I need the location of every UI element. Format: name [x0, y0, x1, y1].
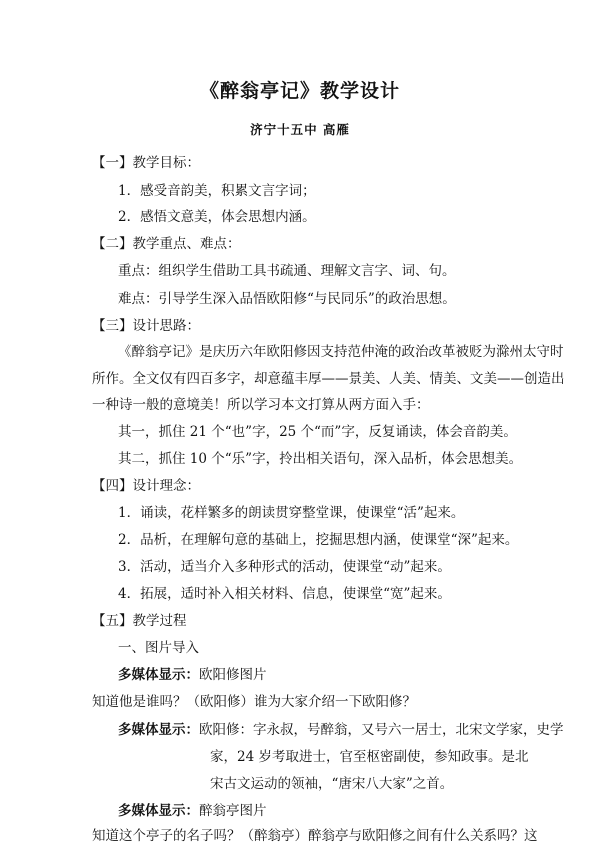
- multimedia-line: [118, 665, 267, 685]
- multimedia-label: 多媒体显示：: [118, 667, 199, 683]
- objective-item: 1．感受音韵美，积累文言字词；: [118, 183, 316, 199]
- multimedia-text: 欧阳修图片: [199, 667, 267, 683]
- multimedia-label: 多媒体显示：: [118, 722, 199, 738]
- philosophy-item: 2．品析，在理解句意的基础上，挖掘思想内涵，使课堂“深”起来。: [118, 532, 519, 548]
- question-line: 知道这个亭子的名子吗？（醉翁亭）醉翁亭与欧阳修之间有什么关系吗？这: [92, 828, 538, 844]
- key-point-item: 重点：组织学生借助工具书疏通、理解文言字、词、句。: [118, 263, 456, 279]
- key-point-item: 难点：引导学生深入品悟欧阳修“与民同乐”的政治思想。: [118, 291, 456, 307]
- multimedia-text-continued: 宋古文运动的领袖，“唐宋八大家”之首。: [210, 776, 454, 792]
- design-approach-item: 其二，抓住 10 个“乐”字，拎出相关语句，深入品析，体会思想美。: [118, 451, 523, 467]
- multimedia-label: 多媒体显示：: [118, 803, 199, 819]
- multimedia-text: 醉翁亭图片: [199, 803, 267, 819]
- multimedia-text: 欧阳修：字永叔，号醉翁，又号六一居士，北宋文学家，史学: [199, 722, 564, 738]
- multimedia-line: [118, 801, 267, 821]
- objective-item: 2．感悟文意美，体会思想内涵。: [118, 209, 316, 225]
- section-heading-objectives: 【一】教学目标：: [92, 155, 200, 171]
- document-title: 《醉翁亭记》教学设计: [199, 80, 400, 102]
- multimedia-text-continued: 家，24 岁考取进士，官至枢密副使，参知政事。是北: [210, 749, 529, 765]
- multimedia-line: [118, 720, 564, 740]
- design-paragraph-line: 《醉翁亭记》是庆历六年欧阳修因支持范仲淹的政治改革被贬为滁州太守时: [118, 344, 564, 360]
- document-author: 济宁十五中 高雁: [250, 122, 350, 137]
- design-paragraph-line: 所作。全文仅有四百多字，却意蕴丰厚——景美、人美、情美、文美——创造出: [92, 371, 565, 387]
- design-paragraph-line: 一种诗一般的意境美！所以学习本文打算从两方面入手：: [92, 397, 430, 413]
- section-heading-philosophy: 【四】设计理念：: [92, 478, 200, 494]
- section-heading-key-points: 【二】教学重点、难点：: [92, 236, 241, 252]
- question-line: 知道他是谁吗？（欧阳修）谁为大家介绍一下欧阳修？: [92, 694, 416, 710]
- section-heading-process: 【五】教学过程: [92, 613, 187, 629]
- process-subheading: 一、图片导入: [118, 640, 199, 656]
- design-approach-item: 其一，抓住 21 个“也”字，25 个“而”字，反复诵读，体会音韵美。: [118, 424, 517, 440]
- section-heading-design-idea: 【三】设计思路：: [92, 318, 200, 334]
- philosophy-item: 3．活动，适当介入多种形式的活动，使课堂“动”起来。: [118, 559, 451, 575]
- philosophy-item: 1．诵读，花样繁多的朗读贯穿整堂课，使课堂“活”起来。: [118, 505, 465, 521]
- philosophy-item: 4．拓展，适时补入相关材料、信息，使课堂“宽”起来。: [118, 586, 451, 602]
